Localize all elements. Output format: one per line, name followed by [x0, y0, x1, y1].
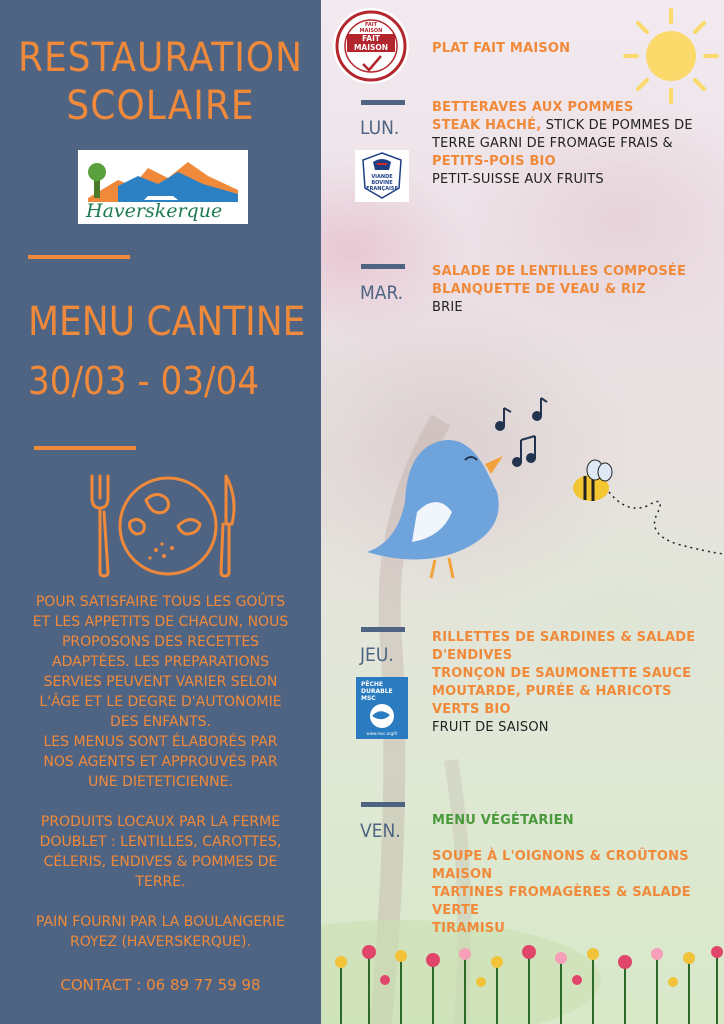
- intro-line: PROPOSONS DES RECETTES: [61, 634, 260, 650]
- jeu-main-line-2: MOUTARDE, PURÉE & HARICOTS: [432, 684, 672, 699]
- day-label-mar: MAR.: [360, 282, 404, 304]
- jeu-starter-line-1: RILLETTES DE SARDINES & SALADE: [432, 630, 696, 645]
- bread-text: [14, 912, 307, 952]
- right-panel: [321, 0, 724, 1024]
- msc-badge: [356, 677, 408, 739]
- menu-dates: 30/03 - 03/04: [28, 359, 260, 403]
- intro-line: DES ENFANTS.: [110, 714, 211, 730]
- viande-bovine-badge: [355, 150, 409, 202]
- day-bar-jeu: [361, 627, 405, 632]
- intro-line: POUR SATISFAIRE TOUS LES GOÛTS: [35, 594, 286, 610]
- local-line: PRODUITS LOCAUX PAR LA FERME: [40, 814, 281, 830]
- local-products-text: [14, 812, 307, 892]
- ven-starter-line-2: MAISON: [432, 867, 493, 882]
- intro-line: ET LES APPETITS DE CHACUN, NOUS: [32, 614, 289, 630]
- viande-bovine-label: [355, 174, 409, 192]
- intro-line: ADAPTÉES. LES PREPARATIONS: [52, 654, 269, 670]
- intro-line: L'ÂGE ET LE DEGRE D'AUTONOMIE: [39, 694, 282, 710]
- jeu-dessert: FRUIT DE SAISON: [432, 720, 549, 735]
- divider-bottom: [34, 446, 136, 450]
- fait-maison-line: FAIT: [362, 34, 380, 43]
- intro-line: NOS AGENTS ET APPROUVÉS PAR: [43, 754, 278, 770]
- ven-main-line-1: TARTINES FROMAGÈRES & SALADE: [432, 885, 691, 900]
- plate-cutlery-icon: [86, 468, 241, 580]
- day-bar-mar: [361, 264, 405, 269]
- bee-icon: [567, 454, 724, 564]
- lun-main-steak: STEAK HACHÉ,: [432, 118, 542, 133]
- lun-dessert: PETIT-SUISSE AUX FRUITS: [432, 172, 604, 187]
- jeu-main-line-3: VERTS BIO: [432, 702, 511, 717]
- menu-title: MENU CANTINE: [28, 299, 306, 345]
- flowers-icon: [329, 932, 724, 1024]
- ven-dessert: TIRAMISU: [432, 921, 506, 936]
- intro-line: UNE DIETETICIENNE.: [88, 774, 233, 790]
- divider-top: [28, 255, 130, 259]
- fait-maison-label: [347, 34, 395, 52]
- msc-line: DURABLE: [361, 688, 393, 695]
- haverskerque-logo: [78, 150, 248, 224]
- fait-maison-line: MAISON: [353, 43, 389, 52]
- fait-maison-badge: [333, 8, 409, 84]
- left-panel: [0, 0, 321, 1024]
- vbf-line: BOVINE: [371, 180, 393, 186]
- msc-fish-icon: [364, 703, 400, 729]
- local-line: TERRE.: [135, 874, 186, 890]
- title-line-1: RESTAURATION: [17, 35, 304, 81]
- mar-main: BLANQUETTE DE VEAU & RIZ: [432, 282, 646, 297]
- sun-icon: [621, 6, 721, 106]
- vbf-line: VIANDE: [371, 174, 393, 180]
- msc-line: MSC: [361, 695, 376, 702]
- msc-label: [361, 681, 393, 702]
- lun-vegetable: PETITS-POIS BIO: [432, 154, 556, 169]
- day-bar-ven: [361, 802, 405, 807]
- local-line: CÉLERIS, ENDIVES & POMMES DE: [43, 854, 278, 870]
- day-label-lun: LUN.: [360, 117, 400, 139]
- lun-main-line-2: TERRE GARNI DE FROMAGE FRAIS &: [432, 136, 673, 151]
- intro-line: SERVIES PEUVENT VARIER SELON: [43, 674, 278, 690]
- lun-starter: BETTERAVES AUX POMMES: [432, 100, 634, 115]
- local-line: DOUBLET : LENTILLES, CAROTTES,: [39, 834, 282, 850]
- jeu-main-line-1: TRONÇON DE SAUMONETTE SAUCE: [432, 666, 692, 681]
- vbf-line: FRANÇAISE: [366, 186, 398, 192]
- lun-main-line-1: [432, 117, 693, 135]
- lun-main-side: STICK DE POMMES DE: [541, 118, 693, 133]
- jeu-starter-line-2: D'ENDIVES: [432, 648, 513, 663]
- day-label-jeu: JEU.: [360, 644, 394, 666]
- day-label-ven: VEN.: [360, 820, 401, 842]
- bread-line: ROYEZ (HAVERSKERQUE).: [70, 934, 251, 950]
- mar-starter: SALADE DE LENTILLES COMPOSÉE: [432, 264, 687, 279]
- ven-vegetarian-label: MENU VÉGÉTARIEN: [432, 813, 574, 828]
- title-line-2: SCOLAIRE: [66, 83, 255, 129]
- bread-line: PAIN FOURNI PAR LA BOULANGERIE: [36, 914, 285, 930]
- ven-main-line-2: VERTE: [432, 903, 480, 918]
- intro-text: [14, 592, 307, 792]
- mar-cheese: BRIE: [432, 300, 463, 315]
- contact-phone: CONTACT : 06 89 77 59 98: [60, 976, 261, 994]
- msc-url: www.msc.org/fr: [366, 731, 398, 736]
- bird-icon: [357, 392, 557, 592]
- legend-plat-fait-maison: PLAT FAIT MAISON: [432, 41, 571, 56]
- intro-line: LES MENUS SONT ÉLABORÉS PAR: [43, 734, 278, 750]
- msc-line: PÊCHE: [361, 681, 384, 688]
- day-bar-lun: [361, 100, 405, 105]
- logo-text: Haverskerque: [86, 200, 223, 222]
- ven-starter-line-1: SOUPE À L'OIGNONS & CROÛTONS: [432, 849, 689, 864]
- fait-maison-ring-text: FAIT MAISON: [359, 22, 383, 34]
